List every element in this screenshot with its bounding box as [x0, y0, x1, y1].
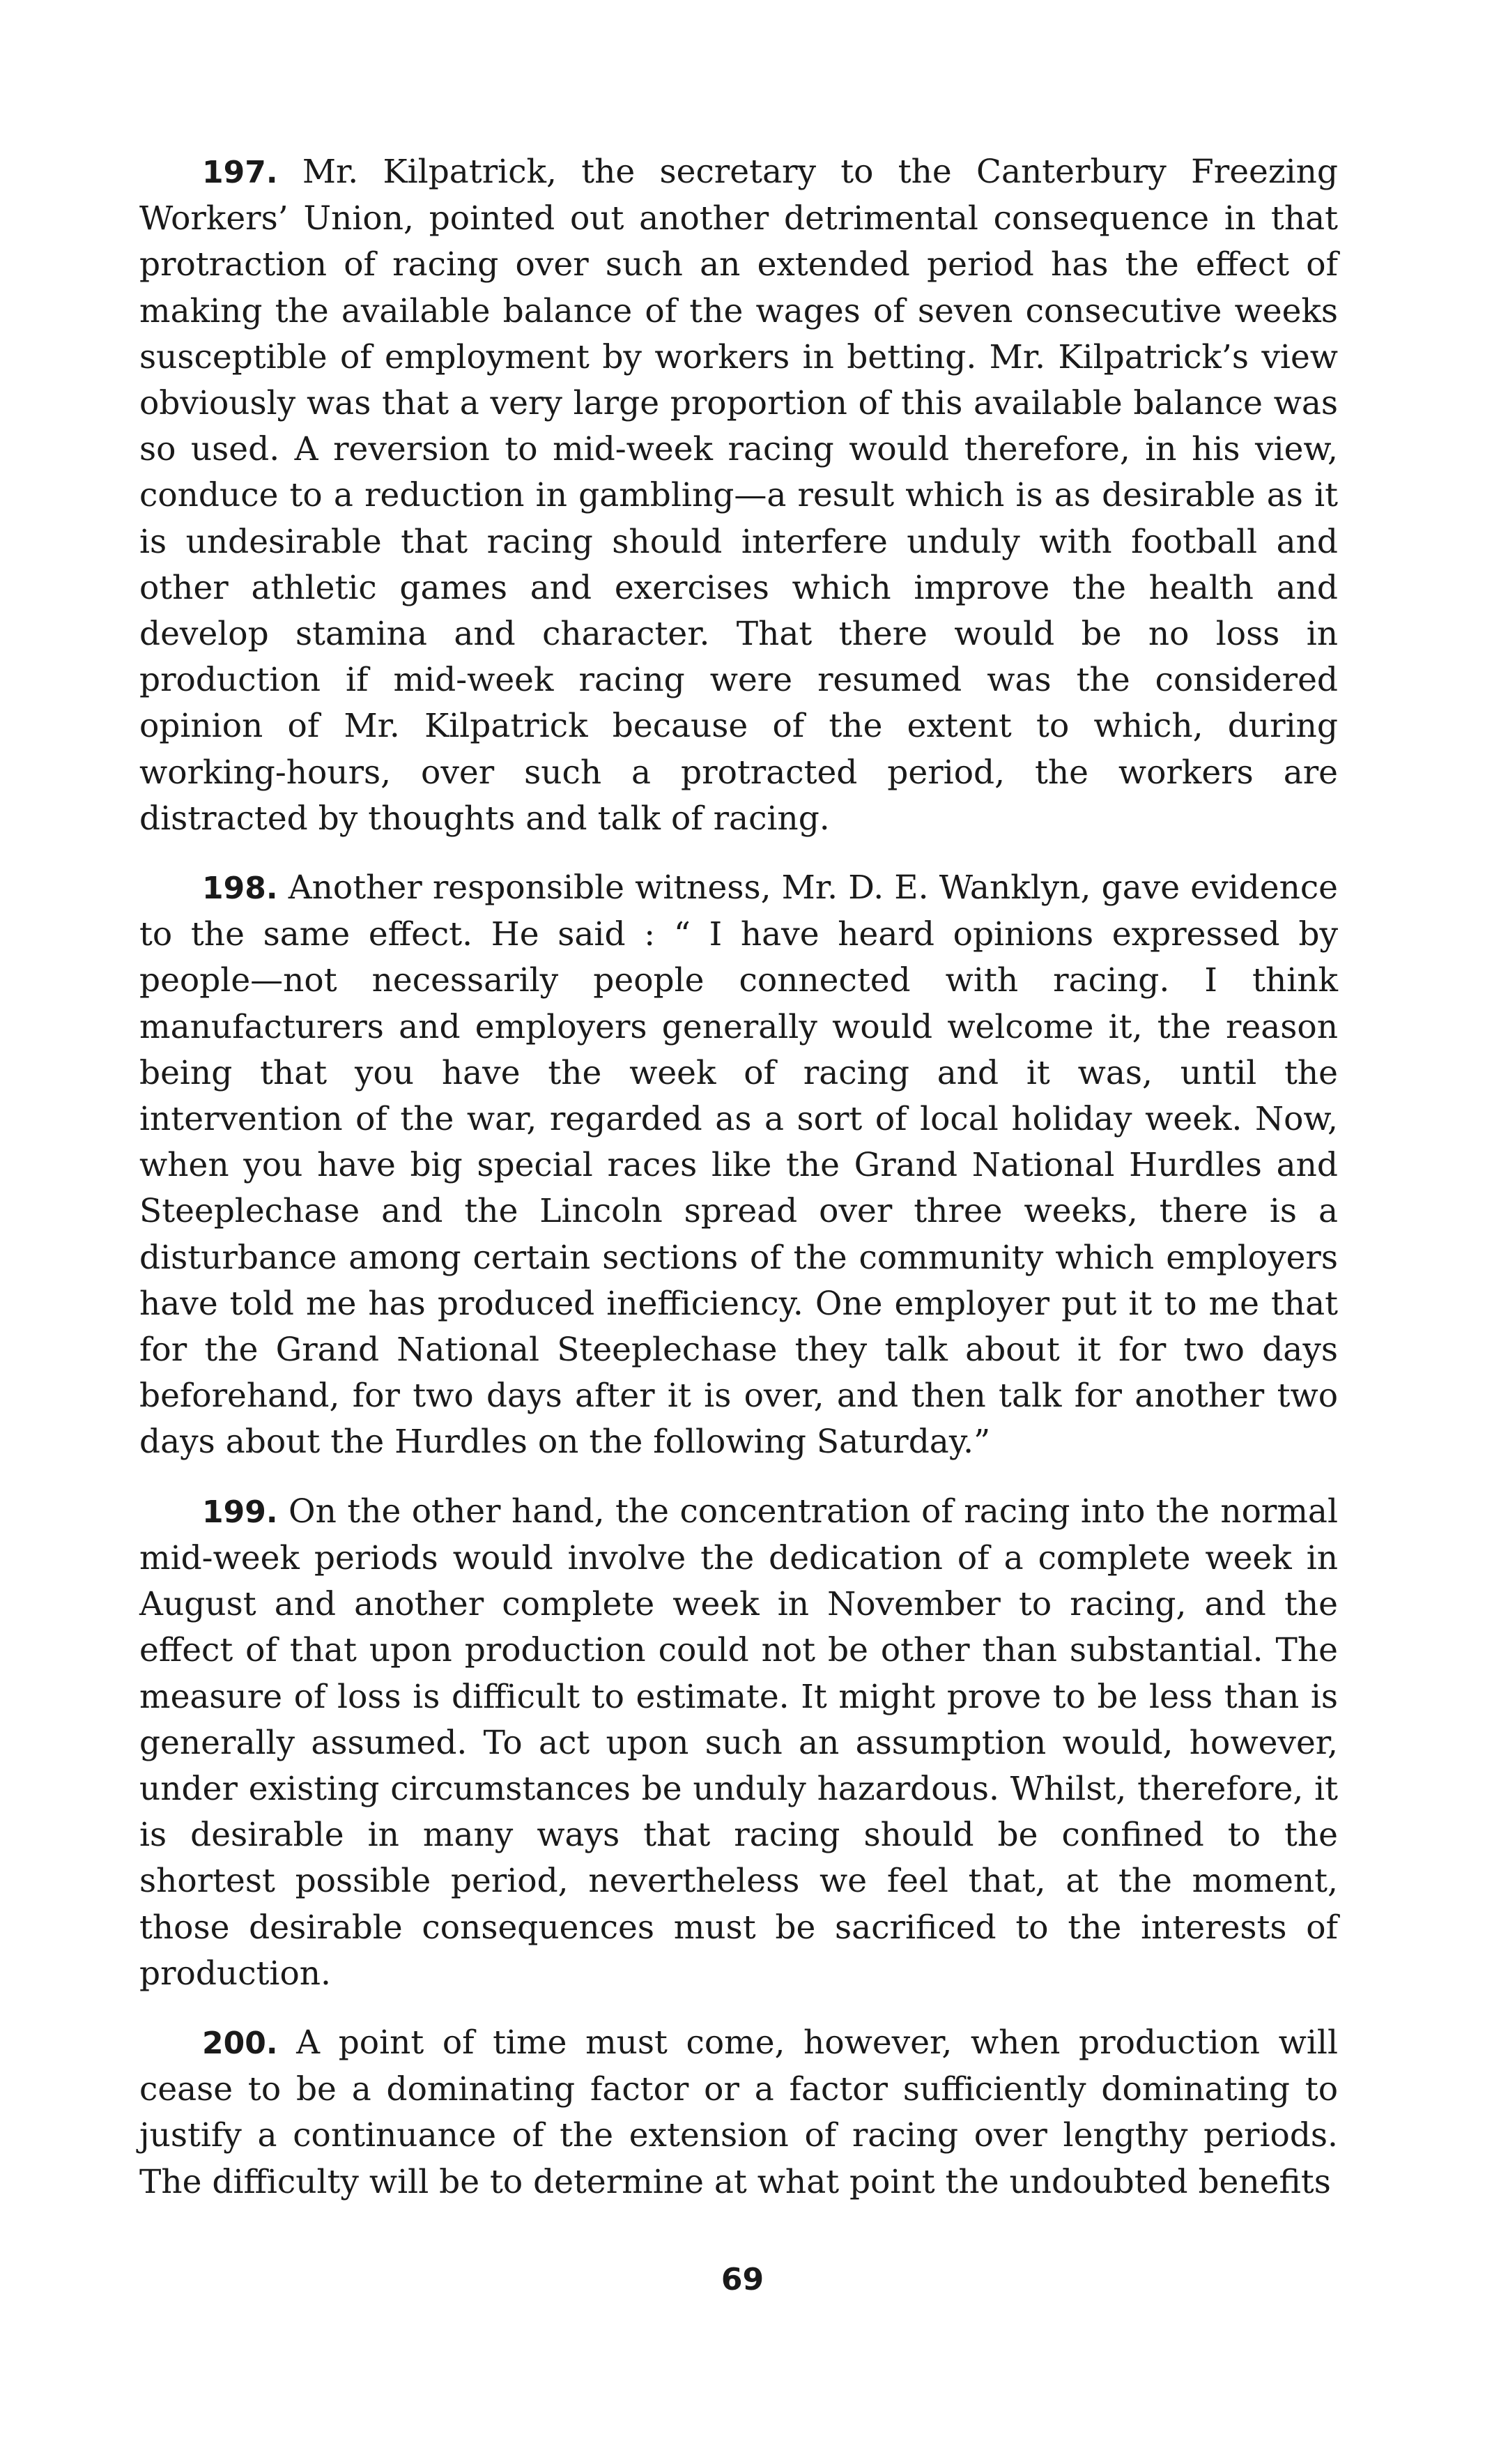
paragraph-text: Mr. Kilpatrick, the secretary to the Canterbury Freezing Workers’ Union, pointed out another detrimental consequence in that protraction of racing over such an extended period has the effect of making the available balance of the wages of seven consecutive weeks susceptible of employment by workers in betting. Mr. Kilpatrick’s view obviously was that a very large proportion of this available balance was so used. A reversion to mid-week racing would therefore, in his view, conduce to a reduction in gambling—a result which is as desirable as it is undesirable that racing should interfere unduly with football and other athletic games and exercises which improve the health and develop stamina and character. That there would be no loss in production if mid-week racing were resumed was the considered opinion of Mr. Kilpatrick because of the extent to which, during working-hours, over such a protracted period, the workers are distracted by thoughts and talk of racing. [139, 153, 1338, 838]
page-number: 69 [721, 2262, 764, 2297]
paragraph-text: On the other hand, the concentration of racing into the normal mid-week periods would involve the dedication of a complete week in August and another complete week in November to racing, and the effect of that upon production could not be other than substantial. The measure of loss is difficult to estimate. It might prove to be less than is generally assumed. To act upon such an assumption would, however, under existing circumstances be unduly hazardous. Whilst, therefore, it is desirable in many ways that racing should be confined to the shortest possible period, nevertheless we feel that, at the moment, those desirable consequences must be sacrificed to the interests of production. [139, 1492, 1338, 1993]
paragraph-198 [139, 865, 1338, 1466]
paragraph-199 [139, 1489, 1338, 1997]
paragraph-text: Another responsible witness, Mr. D. E. Wanklyn, gave evidence to the same effect. He said : “ I have heard opinions expressed by people—not necessarily people connected with racing. I think manufacturers and employers generally would welcome it, the reason being that you have the week of racing and it was, until the intervention of the war, regarded as a sort of local holiday week. Now, when you have big special races like the Grand National Hurdles and Steeplechase and the Lincoln spread over three weeks, there is a disturbance among certain sections of the community which employers have told me has produced inefficiency. One employer put it to me that for the Grand National Steeplechase they talk about it for two days beforehand, for two days after it is over, and then talk for another two days about the Hurdles on the following Saturday.” [139, 868, 1338, 1462]
paragraph-number: 197. [202, 155, 278, 190]
page-body [139, 149, 1338, 2228]
paragraph-number: 199. [202, 1494, 278, 1530]
paragraph-number: 200. [202, 2025, 278, 2061]
paragraph-200 [139, 2020, 1338, 2205]
paragraph-number: 198. [202, 871, 278, 907]
paragraph-197 [139, 149, 1338, 842]
paragraph-text: A point of time must come, however, when production will cease to be a dominating factor or a factor sufficiently dominating to justify a continuance of the extension of racing over lengthy periods. The difficulty will be to determine at what point the undoubted benefits [139, 2023, 1338, 2201]
